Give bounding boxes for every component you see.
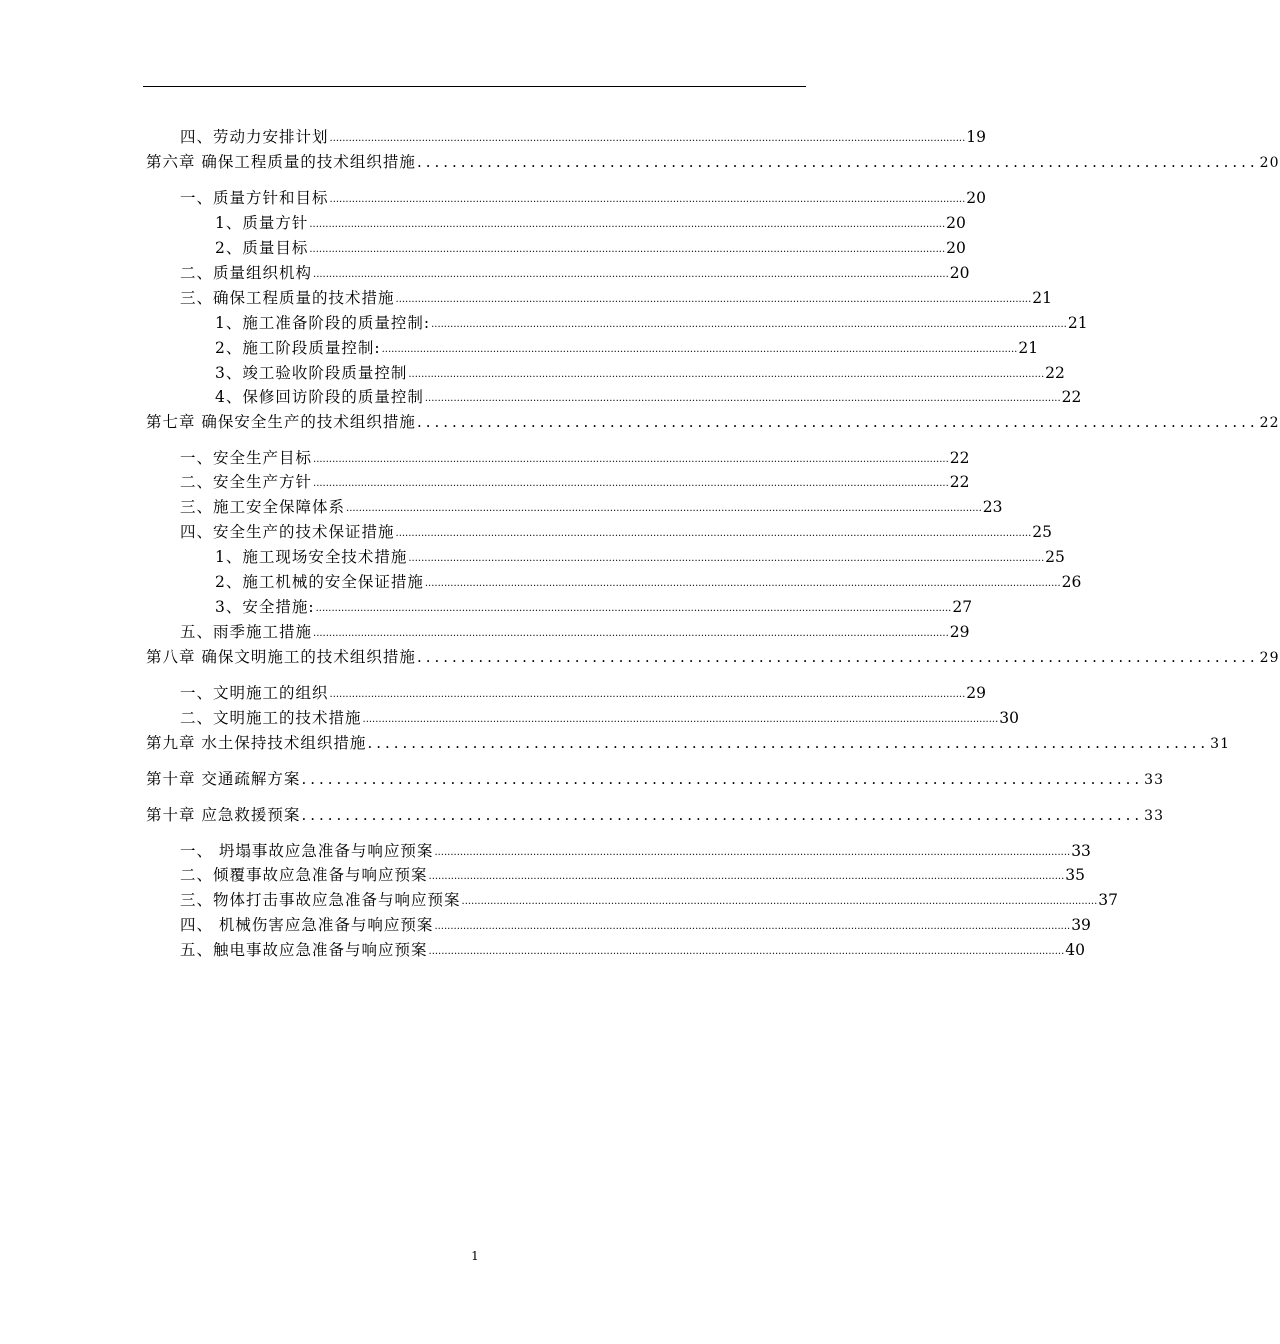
toc-entry[interactable]: 1、施工现场安全技术措施 ........................................................................................................................................................................................................ 25 xyxy=(215,548,1065,566)
toc-entry-title: 四、安全生产的技术保证措施 xyxy=(180,523,395,541)
toc-entry[interactable]: 五、雨季施工措施 ........................................................................................................................................................................................................ 29 xyxy=(180,623,970,641)
toc-chapter-page: 33 xyxy=(1144,772,1164,788)
toc-entry-page: 23 xyxy=(982,498,1003,516)
toc-entry-title: 四、 机械伤害应急准备与响应预案 xyxy=(180,916,434,934)
toc-chapter-title: 第八章 确保文明施工的技术组织措施 xyxy=(146,648,416,666)
toc-entry-title: 五、触电事故应急准备与响应预案 xyxy=(180,941,428,959)
toc-entry-title: 2、施工机械的安全保证措施 xyxy=(215,573,424,591)
toc-entry-page: 22 xyxy=(949,473,970,491)
toc-entry-title: 2、质量目标 xyxy=(215,239,309,257)
toc-entry-page: 21 xyxy=(1032,289,1052,307)
toc-entry-title: 一、质量方针和目标 xyxy=(180,189,329,207)
toc-chapter[interactable]: 第十章 交通疏解方案 ................................................................................................ 33 xyxy=(146,768,806,790)
toc-entry-title: 二、倾覆事故应急准备与响应预案 xyxy=(180,866,428,884)
toc-entry-page: 19 xyxy=(966,128,986,146)
footer-page-number: 1 xyxy=(471,1249,479,1263)
toc-chapter-page: 33 xyxy=(1144,808,1164,824)
toc-entry[interactable]: 1、质量方针 ........................................................................................................................................................................................................ 20 xyxy=(215,214,966,232)
toc-chapter[interactable]: 第六章 确保工程质量的技术组织措施 ................................................................................................ 20 xyxy=(146,151,806,173)
toc-entry-title: 二、质量组织机构 xyxy=(180,264,313,282)
toc-entry[interactable]: 五、触电事故应急准备与响应预案 ........................................................................................................................................................................................................ 40 xyxy=(180,941,1085,959)
toc-entry[interactable]: 1、施工准备阶段的质量控制: ........................................................................................................................................................................................................ 21 xyxy=(215,314,1088,332)
toc-entry-title: 一、安全生产目标 xyxy=(180,449,313,467)
toc-entry[interactable]: 四、 机械伤害应急准备与响应预案 ........................................................................................................................................................................................................ 39 xyxy=(180,916,1091,934)
toc-entry-title: 二、安全生产方针 xyxy=(180,473,313,491)
toc-entry-title: 1、施工准备阶段的质量控制: xyxy=(215,314,431,332)
toc-entry-title: 三、物体打击事故应急准备与响应预案 xyxy=(180,891,461,909)
toc-chapter-title: 第六章 确保工程质量的技术组织措施 xyxy=(146,153,416,171)
toc-entry-page: 20 xyxy=(946,214,966,232)
toc-entry-title: 三、施工安全保障体系 xyxy=(180,498,346,516)
toc-entry-page: 40 xyxy=(1065,941,1085,959)
toc-chapter[interactable]: 第十章 应急救援预案 ................................................................................................ 33 xyxy=(146,804,806,826)
toc-entry-page: 25 xyxy=(1032,523,1052,541)
toc-chapter-title: 第七章 确保安全生产的技术组织措施 xyxy=(146,413,416,431)
toc-entry-page: 35 xyxy=(1065,866,1085,884)
toc-chapter-page: 20 xyxy=(1259,155,1280,171)
toc-entry[interactable]: 三、施工安全保障体系 ........................................................................................................................................................................................................ 23 xyxy=(180,498,1003,516)
toc-entry[interactable]: 一、 坍塌事故应急准备与响应预案 ........................................................................................................................................................................................................ 33 xyxy=(180,842,1091,860)
toc-entry-title: 1、施工现场安全技术措施 xyxy=(215,548,408,566)
toc-entry[interactable]: 四、劳动力安排计划 ........................................................................................................................................................................................................ 19 xyxy=(180,128,986,146)
toc-entry-title: 五、雨季施工措施 xyxy=(180,623,313,641)
toc-entry-title: 一、 坍塌事故应急准备与响应预案 xyxy=(180,842,434,860)
toc-entry-page: 20 xyxy=(966,189,986,207)
toc-entry-title: 三、确保工程质量的技术措施 xyxy=(180,289,395,307)
toc-entry-page: 21 xyxy=(1067,314,1088,332)
toc-entry[interactable]: 3、竣工验收阶段质量控制 ........................................................................................................................................................................................................ 22 xyxy=(215,364,1065,382)
toc-entry[interactable]: 二、倾覆事故应急准备与响应预案 ........................................................................................................................................................................................................ 35 xyxy=(180,866,1085,884)
toc-entry-page: 37 xyxy=(1098,891,1118,909)
toc-chapter-page: 31 xyxy=(1210,736,1230,752)
toc-chapter-page: 22 xyxy=(1259,415,1280,431)
toc-entry-page: 25 xyxy=(1045,548,1065,566)
toc-entry[interactable]: 2、施工机械的安全保证措施 ........................................................................................................................................................................................................ 26 xyxy=(215,573,1082,591)
toc-entry[interactable]: 4、保修回访阶段的质量控制 ........................................................................................................................................................................................................ 22 xyxy=(215,388,1082,406)
toc-entry-page: 22 xyxy=(949,449,970,467)
toc-chapter-page: 29 xyxy=(1259,650,1280,666)
toc-entry-page: 27 xyxy=(952,598,973,616)
toc-entry-title: 1、质量方针 xyxy=(215,214,309,232)
toc-entry-page: 20 xyxy=(946,239,966,257)
toc-entry-title: 3、安全措施: xyxy=(215,598,315,616)
toc-entry-page: 22 xyxy=(1061,388,1082,406)
toc-entry-title: 4、保修回访阶段的质量控制 xyxy=(215,388,424,406)
toc-entry-page: 29 xyxy=(949,623,970,641)
toc-entry[interactable]: 一、文明施工的组织 ........................................................................................................................................................................................................ 29 xyxy=(180,684,986,702)
toc-entry-page: 21 xyxy=(1018,339,1039,357)
toc-chapter-title: 第十章 应急救援预案 xyxy=(146,806,301,824)
toc-entry[interactable]: 2、施工阶段质量控制: ........................................................................................................................................................................................................ 21 xyxy=(215,339,1039,357)
toc-entry-page: 20 xyxy=(949,264,970,282)
toc-entry-page: 33 xyxy=(1071,842,1091,860)
toc-entry-page: 26 xyxy=(1061,573,1082,591)
toc-entry-title: 3、竣工验收阶段质量控制 xyxy=(215,364,408,382)
toc-entry[interactable]: 三、确保工程质量的技术措施 ........................................................................................................................................................................................................ 21 xyxy=(180,289,1052,307)
toc-entry-title: 2、施工阶段质量控制: xyxy=(215,339,381,357)
toc-entry-title: 一、文明施工的组织 xyxy=(180,684,329,702)
toc-entry[interactable]: 四、安全生产的技术保证措施 ........................................................................................................................................................................................................ 25 xyxy=(180,523,1052,541)
toc-entry[interactable]: 二、安全生产方针 ........................................................................................................................................................................................................ 22 xyxy=(180,473,970,491)
toc-chapter-title: 第九章 水土保持技术组织措施 xyxy=(146,734,367,752)
toc-entry-page: 29 xyxy=(966,684,986,702)
toc-chapter-title: 第十章 交通疏解方案 xyxy=(146,770,301,788)
toc-entry[interactable]: 二、文明施工的技术措施 ........................................................................................................................................................................................................ 30 xyxy=(180,709,1019,727)
toc-entry-page: 22 xyxy=(1045,364,1065,382)
toc-chapter[interactable]: 第七章 确保安全生产的技术组织措施 ................................................................................................ 22 xyxy=(146,411,806,433)
toc-entry-page: 30 xyxy=(999,709,1019,727)
toc-chapter[interactable]: 第九章 水土保持技术组织措施 ................................................................................................ 31 xyxy=(146,732,806,754)
toc-entry-title: 二、文明施工的技术措施 xyxy=(180,709,362,727)
toc-chapter[interactable]: 第八章 确保文明施工的技术组织措施 ................................................................................................ 29 xyxy=(146,646,806,668)
toc-entry-page: 39 xyxy=(1071,916,1091,934)
toc-entry[interactable]: 一、安全生产目标 ........................................................................................................................................................................................................ 22 xyxy=(180,449,970,467)
toc-entry[interactable]: 2、质量目标 ........................................................................................................................................................................................................ 20 xyxy=(215,239,966,257)
toc-entry[interactable]: 二、质量组织机构 ........................................................................................................................................................................................................ 20 xyxy=(180,264,970,282)
toc-entry[interactable]: 三、物体打击事故应急准备与响应预案 ........................................................................................................................................................................................................ 37 xyxy=(180,891,1118,909)
toc-entry[interactable]: 一、质量方针和目标 ........................................................................................................................................................................................................ 20 xyxy=(180,189,986,207)
toc-entry[interactable]: 3、安全措施: ........................................................................................................................................................................................................ 27 xyxy=(215,598,973,616)
toc-entry-title: 四、劳动力安排计划 xyxy=(180,128,329,146)
